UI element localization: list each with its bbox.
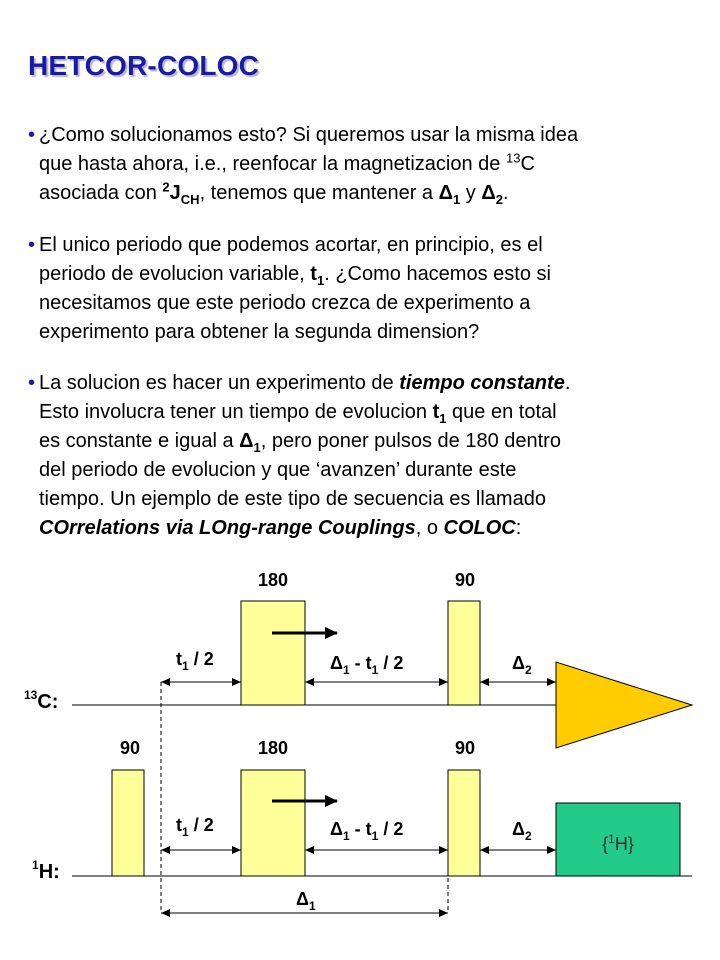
h1-pulse-90a-label: 90 [119,738,141,758]
bullet-1: • ¿Como solucionamos esto? Si queremos usar la misma idea que hasta ahora, i.e., reenfocar la magnetizacion de $^{13}$C asociada con $^2J_{CH}$, tenemos que mantener a $\Delta_1$ y $\Delta_2$. [28,121,698,208]
h1-pulse-90a [112,770,144,876]
bullet-2: • El unico periodo que podemos acortar, en principio, es el periodo de evolucion variable, $t_1$. ¿Como hacemos esto si necesitamos que este periodo crezca de experimento a experimento para obtener la segunda dimension? [28,231,698,347]
h1-pulse-180 [241,770,305,876]
c13-pulse-180 [241,601,305,705]
total-delta1-label: $\Delta_1$ [296,889,316,913]
bullet-3: • La solucion es hacer un experimento de tiempo constante. Esto involucra tener un tiempo de evolucion $t_1$ que en total es constante e igual a $\Delta_1$, pero poner pulsos de 180 dentro del periodo de evolucion y que ‘avanzen’ durante este tiempo. Un ejemplo de este tipo de secuencia es llamado COrrelations via LOng-range Couplings, o COLOC: [28,369,698,543]
h1-pulse-90b [448,770,480,876]
h1-delta2-label: $\Delta_2$ [512,819,532,843]
c13-pulse-90 [448,601,480,705]
c13-pulse-180-label: 180 [257,570,289,590]
c13-nucleus-label: $^{13}$C: [24,688,59,713]
c13-delta1-label: $\Delta_1 - t_1 / 2$ [330,653,404,677]
c13-t1-half-label: $t_1 / 2$ [176,649,214,673]
bullet-dot: • [28,372,36,394]
h1-delta1-label: $\Delta_1 - t_1 / 2$ [330,819,404,843]
bullet-dot: • [28,124,36,146]
decoupling-label: {$^1$H} [602,832,634,854]
h1-nucleus-label: $^1$H: [32,858,60,883]
h1-pulse-180-label: 180 [257,738,289,758]
h1-t1-half-label: $t_1 / 2$ [176,815,214,839]
page-title: HETCOR-COLOC [28,50,260,81]
h1-pulse-90b-label: 90 [454,738,476,758]
acquisition-fid [556,662,692,748]
c13-pulse-90-label: 90 [454,570,476,590]
c13-delta2-label: $\Delta_2$ [512,653,532,677]
bullet-dot: • [28,234,36,256]
